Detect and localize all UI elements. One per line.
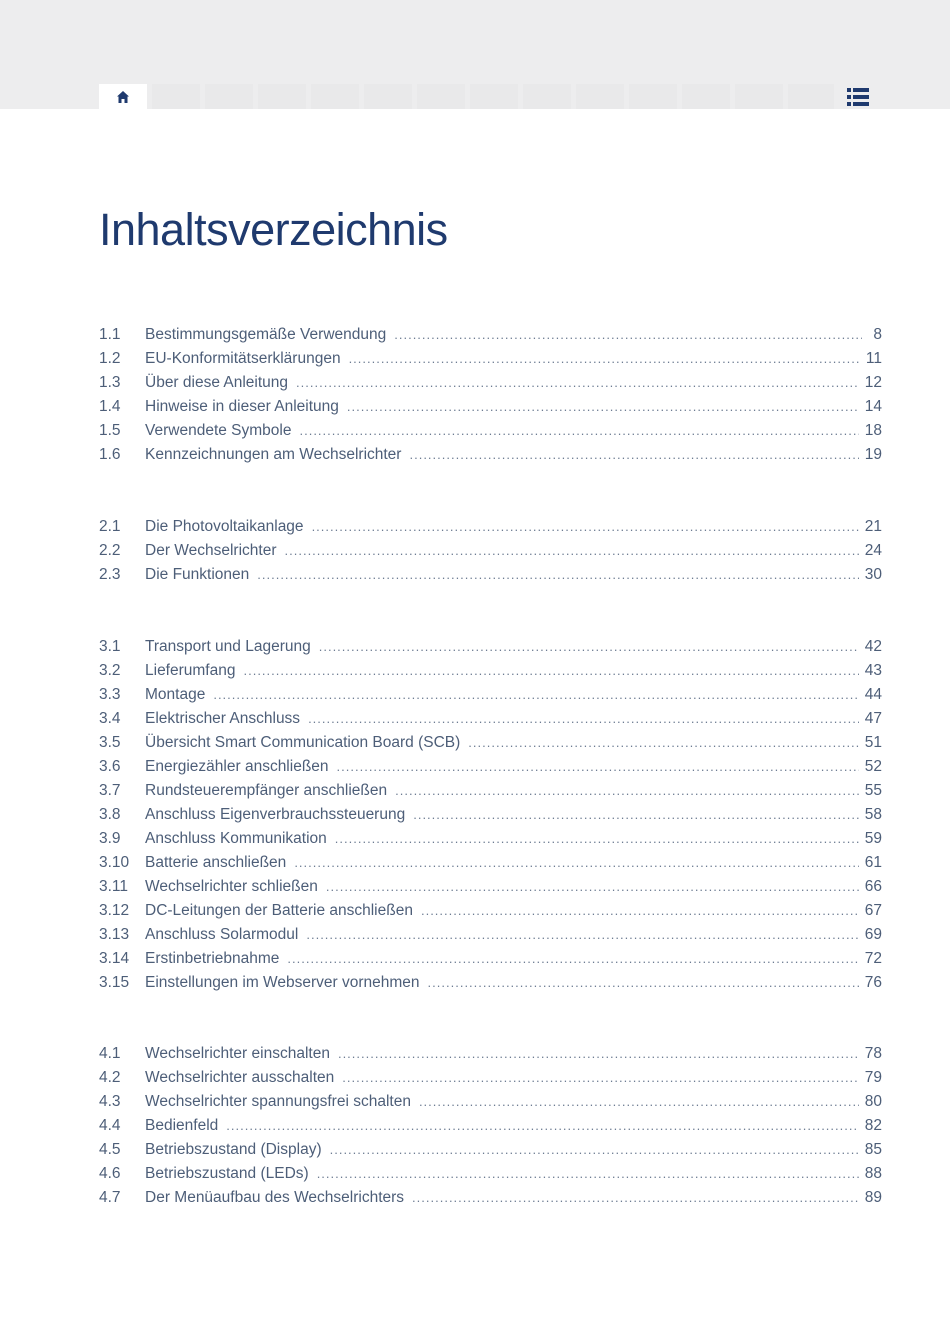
toc-entry-page[interactable]: 11	[865, 350, 882, 367]
toc-entry[interactable]	[99, 398, 882, 422]
toc-leader-dots	[308, 711, 859, 726]
toc-entry-page[interactable]: 18	[864, 422, 882, 439]
toc-entry-number: 3.12	[99, 902, 130, 919]
toc-leader-dots	[296, 375, 859, 390]
toc-entry-page[interactable]: 76	[864, 974, 882, 991]
toc-entry-page[interactable]: 88	[864, 1165, 882, 1182]
toc-leader-dots	[468, 735, 858, 750]
toc-section-4	[99, 1045, 882, 1213]
toc-leader-dots	[287, 951, 858, 966]
toc-entry-title[interactable]: Betriebszustand (Display)	[145, 1141, 322, 1158]
tab-chapter[interactable]	[735, 84, 783, 109]
toc-entry-title[interactable]: Einstellungen im Webserver vornehmen	[145, 974, 420, 991]
toc-leader-dots	[412, 1190, 859, 1205]
toc-entry[interactable]	[99, 878, 882, 902]
toc-leader-dots	[257, 567, 858, 582]
toc-entry-number: 4.5	[99, 1141, 121, 1158]
toc-entry-number: 3.11	[99, 878, 129, 895]
tab-chapter[interactable]	[576, 84, 624, 109]
toc-entry[interactable]	[99, 854, 882, 878]
toc-entry[interactable]	[99, 326, 882, 350]
toc-entry[interactable]	[99, 446, 882, 470]
toc-entry-number: 2.2	[99, 542, 121, 559]
toc-entry-title[interactable]: DC-Leitungen der Batterie anschließen	[145, 902, 413, 919]
tab-chapter[interactable]	[470, 84, 518, 109]
toc-entry-title[interactable]: Lieferumfang	[145, 662, 236, 679]
toc-entry[interactable]	[99, 542, 882, 566]
toc-leader-dots	[319, 639, 859, 654]
toc-entry[interactable]	[99, 422, 882, 446]
toc-entry-page[interactable]: 43	[864, 662, 882, 679]
toc-entry-title[interactable]: Über diese Anleitung	[145, 374, 289, 391]
toc-entry-page[interactable]: 69	[864, 926, 882, 943]
toc-leader-dots	[243, 663, 858, 678]
toc-entry[interactable]	[99, 1117, 882, 1141]
toc-leader-dots	[335, 831, 859, 846]
toc-entry-title[interactable]: Montage	[145, 686, 206, 703]
header-bar	[0, 0, 950, 109]
toc-entry[interactable]	[99, 1141, 882, 1165]
toc-entry-title[interactable]: Übersicht Smart Communication Board (SCB)	[145, 734, 461, 751]
toc-entry[interactable]	[99, 830, 882, 854]
toc-entry-number: 4.1	[99, 1045, 121, 1062]
toc-entry-number: 3.2	[99, 662, 121, 679]
page-title: Inhaltsverzeichnis	[99, 204, 448, 255]
toc-entry-number: 1.5	[99, 422, 121, 439]
toc-entry-title[interactable]: Betriebszustand (LEDs)	[145, 1165, 309, 1182]
tab-chapter[interactable]	[311, 84, 359, 109]
toc-entry-page[interactable]: 21	[864, 518, 882, 535]
toc-entry-page[interactable]: 72	[864, 950, 882, 967]
toc-entry-title[interactable]: Bestimmungsgemäße Verwendung	[145, 326, 387, 343]
toc-entry-page[interactable]: 59	[864, 830, 882, 847]
toc-entry-number: 3.5	[99, 734, 121, 751]
toc-entry[interactable]	[99, 638, 882, 662]
toc-entry-title[interactable]: Energiezähler anschließen	[145, 758, 329, 775]
toc-leader-dots	[306, 927, 858, 942]
toc-leader-dots	[347, 399, 859, 414]
toc-entry-title[interactable]: Wechselrichter spannungsfrei schalten	[145, 1093, 411, 1110]
toc-leader-dots	[226, 1118, 858, 1133]
tab-chapter[interactable]	[682, 84, 730, 109]
toc-leader-dots	[330, 1142, 859, 1157]
toc-entry-number: 1.6	[99, 446, 121, 463]
toc-entry-title[interactable]: Anschluss Kommunikation	[145, 830, 327, 847]
toc-leader-dots	[413, 807, 859, 822]
toc-entry[interactable]	[99, 350, 882, 374]
toc-entry-title[interactable]: Die Funktionen	[145, 566, 250, 583]
toc-entry-number: 4.6	[99, 1165, 121, 1182]
toc-entry-page[interactable]: 12	[864, 374, 882, 391]
toc-entry-title[interactable]: Erstinbetriebnahme	[145, 950, 280, 967]
toc-entry-page[interactable]: 79	[864, 1069, 882, 1086]
toc-entry[interactable]	[99, 950, 882, 974]
toc-entry[interactable]	[99, 758, 882, 782]
toc-entry-title[interactable]: Der Menüaufbau des Wechselrichters	[145, 1189, 405, 1206]
toc-leader-dots	[342, 1070, 859, 1085]
toc-leader-dots	[428, 975, 859, 990]
toc-leader-dots	[409, 447, 858, 462]
toc-entry-number: 3.9	[99, 830, 121, 847]
toc-leader-dots	[312, 519, 859, 534]
toc-entry-title[interactable]: Wechselrichter schließen	[145, 878, 318, 895]
toc-entry-title[interactable]: EU-Konformitätserklärungen	[145, 350, 341, 367]
tab-chapter[interactable]	[417, 84, 465, 109]
toc-entry-page[interactable]: 67	[864, 902, 882, 919]
chapter-tabs	[99, 84, 836, 109]
toc-entry[interactable]	[99, 974, 882, 998]
toc-section-1	[99, 326, 882, 470]
toc-entry[interactable]	[99, 710, 882, 734]
toc-entry-number: 1.2	[99, 350, 121, 367]
tab-contents-menu[interactable]	[834, 84, 882, 109]
toc-entry-title[interactable]: Kennzeichnungen am Wechselrichter	[145, 446, 402, 463]
toc-entry-page[interactable]: 80	[864, 1093, 882, 1110]
toc-leader-dots	[338, 1046, 859, 1061]
toc-leader-dots	[317, 1166, 859, 1181]
toc-entry-number: 3.15	[99, 974, 130, 991]
toc-entry-page[interactable]: 30	[864, 566, 882, 583]
toc-entry-page[interactable]: 61	[864, 854, 882, 871]
toc-leader-dots	[326, 879, 859, 894]
toc-entry-number: 3.3	[99, 686, 121, 703]
toc-entry-title[interactable]: Anschluss Eigenverbrauchssteuerung	[145, 806, 406, 823]
toc-entry-number: 3.10	[99, 854, 130, 871]
tab-home[interactable]	[99, 84, 147, 109]
toc-entry[interactable]	[99, 518, 882, 542]
toc-entry-title[interactable]: Rundsteuerempfänger anschließen	[145, 782, 388, 799]
toc-entry-page[interactable]: 51	[864, 734, 882, 751]
toc-entry[interactable]	[99, 1045, 882, 1069]
toc-entry-number: 4.2	[99, 1069, 121, 1086]
toc-entry-page[interactable]: 78	[864, 1045, 882, 1062]
toc-entry-number: 3.4	[99, 710, 121, 727]
tab-chapter[interactable]	[364, 84, 412, 109]
toc-entry-number: 3.7	[99, 782, 121, 799]
toc-entry[interactable]	[99, 686, 882, 710]
toc-entry-title[interactable]: Elektrischer Anschluss	[145, 710, 301, 727]
toc-entry[interactable]	[99, 374, 882, 398]
tab-chapter[interactable]	[788, 84, 836, 109]
toc-entry[interactable]	[99, 1069, 882, 1093]
toc-leader-dots	[395, 783, 859, 798]
toc-entry-number: 1.1	[99, 326, 121, 343]
toc-leader-dots	[299, 423, 858, 438]
toc-entry[interactable]	[99, 806, 882, 830]
toc-entry-number: 2.1	[99, 518, 121, 535]
toc-entry-title[interactable]: Der Wechselrichter	[145, 542, 277, 559]
toc-entry-title[interactable]: Wechselrichter einschalten	[145, 1045, 330, 1062]
toc-leader-dots	[421, 903, 859, 918]
toc-entry-page[interactable]: 42	[864, 638, 882, 655]
toc-leader-dots	[419, 1094, 859, 1109]
toc-entry-number: 3.8	[99, 806, 121, 823]
toc-leader-dots	[285, 543, 859, 558]
toc-leader-dots	[349, 351, 860, 366]
toc-entry-title[interactable]: Verwendete Symbole	[145, 422, 292, 439]
toc-entry-title[interactable]: Anschluss Solarmodul	[145, 926, 299, 943]
toc-entry-title[interactable]: Transport und Lagerung	[145, 638, 311, 655]
toc-section-3	[99, 638, 882, 998]
toc-entry-title[interactable]: Hinweise in dieser Anleitung	[145, 398, 339, 415]
toc-entry-number: 3.13	[99, 926, 130, 943]
toc-leader-dots	[213, 687, 858, 702]
tab-chapter[interactable]	[258, 84, 306, 109]
toc-entry-page[interactable]: 47	[864, 710, 882, 727]
toc-entry-page[interactable]: 14	[864, 398, 882, 415]
toc-entry-number: 1.4	[99, 398, 121, 415]
tab-chapter[interactable]	[629, 84, 677, 109]
toc-entry[interactable]	[99, 662, 882, 686]
tab-chapter[interactable]	[523, 84, 571, 109]
toc-leader-dots	[294, 855, 858, 870]
toc-entry[interactable]	[99, 1165, 882, 1189]
toc-entry-page[interactable]: 52	[864, 758, 882, 775]
home-icon	[116, 90, 130, 104]
toc-entry-title[interactable]: Bedienfeld	[145, 1117, 219, 1134]
toc-entry-number: 4.3	[99, 1093, 121, 1110]
toc-entry-page[interactable]: 66	[864, 878, 882, 895]
toc-entry[interactable]	[99, 1093, 882, 1117]
toc-leader-dots	[394, 327, 862, 342]
toc-entry-page[interactable]: 24	[864, 542, 882, 559]
toc-entry-page[interactable]: 82	[864, 1117, 882, 1134]
toc-entry[interactable]	[99, 782, 882, 806]
toc-leader-dots	[337, 759, 859, 774]
toc-entry-number: 3.6	[99, 758, 121, 775]
toc-entry[interactable]	[99, 734, 882, 758]
toc-entry-page[interactable]: 19	[864, 446, 882, 463]
toc-entry-title[interactable]: Batterie anschließen	[145, 854, 287, 871]
toc-entry-page[interactable]: 44	[864, 686, 882, 703]
toc-entry[interactable]	[99, 902, 882, 926]
tab-chapter[interactable]	[205, 84, 253, 109]
toc-entry-page[interactable]: 8	[873, 326, 882, 343]
toc-entry-number: 4.7	[99, 1189, 121, 1206]
toc-entry-page[interactable]: 55	[864, 782, 882, 799]
list-icon	[847, 88, 869, 106]
toc-entry-page[interactable]: 85	[864, 1141, 882, 1158]
toc-entry-page[interactable]: 89	[864, 1189, 882, 1206]
toc-entry-number: 2.3	[99, 566, 121, 583]
toc-entry-number: 4.4	[99, 1117, 121, 1134]
toc-entry-number: 3.1	[99, 638, 121, 655]
toc-entry-page[interactable]: 58	[864, 806, 882, 823]
tab-chapter[interactable]	[152, 84, 200, 109]
toc-entry-number: 1.3	[99, 374, 121, 391]
toc-entry-number: 3.14	[99, 950, 130, 967]
toc-entry[interactable]	[99, 566, 882, 590]
toc-entry-title[interactable]: Die Photovoltaikanlage	[145, 518, 304, 535]
toc-entry[interactable]	[99, 926, 882, 950]
toc-section-2	[99, 518, 882, 590]
toc-entry-title[interactable]: Wechselrichter ausschalten	[145, 1069, 335, 1086]
toc-entry[interactable]	[99, 1189, 882, 1213]
